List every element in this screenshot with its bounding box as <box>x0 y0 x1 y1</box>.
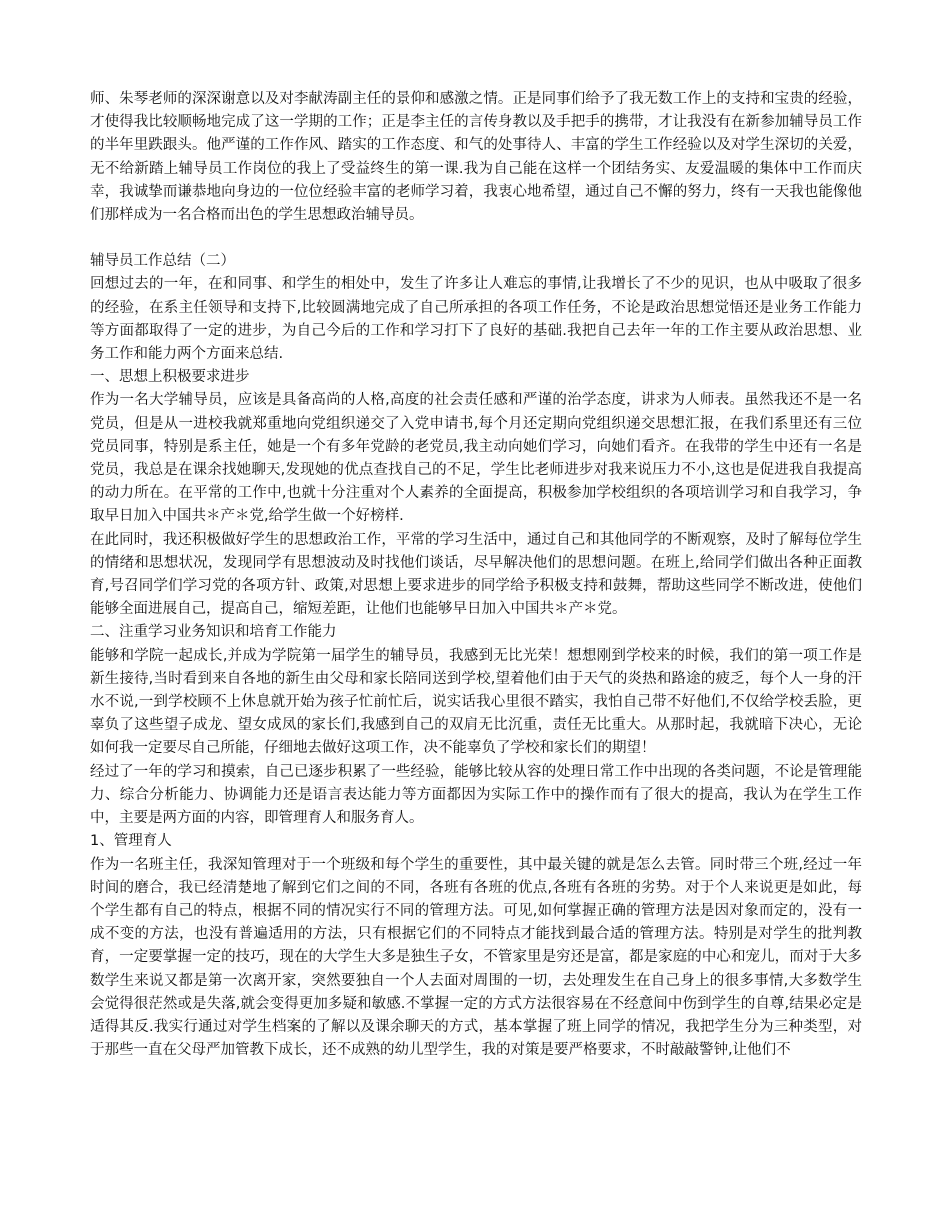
paragraph-spacer <box>90 227 862 250</box>
paragraph-experience: 经过了一年的学习和摸索，自己已逐步积累了一些经验，能够比较从容的处理日常工作中出现的各类问题，不论是管理能力、综合分析能力、协调能力还是语言表达能力等方面都因为实际工作中的操作而有了很大的提高，我认为在学生工作中，主要是两方面的内容，即管理育人和服务育人。 <box>90 763 862 827</box>
heading-management-education: 1、管理育人 <box>90 833 172 850</box>
paragraph-ideological-work: 在此同时，我还积极做好学生的思想政治工作，平常的学习生活中，通过自己和其他同学的不断观察，及时了解每位学生的情绪和思想状况，发现同学有思想波动及时找他们谈话，尽早解决他们的思想问题。在班上,给同学们做出各种正面教育,号召同学们学习党的各项方针、政策,对思想上要求进步的同学给予积极支持和鼓舞，帮助这些同学不断改进，使他们能够全面进展自己，提高自己，缩短差距，让他们也能够早日加入中国共＊产＊党。 <box>90 531 862 618</box>
intro-paragraph: 师、朱琴老师的深深谢意以及对李献涛副主任的景仰和感激之情。正是同事们给予了我无数工作上的支持和宝贵的经验，才使得我比较顺畅地完成了这一学期的工作；正是李主任的言传身教以及手把手的携带，才让我没有在新参加辅导员工作的半年里跌跟头。他严谨的工作作风、踏实的工作态度、和气的处事待人、丰富的学生工作经验以及对学生深切的关爱，无不给新踏上辅导员工作岗位的我上了受益终生的第一课.我为自己能在这样一个团结务实、友爱温暖的集体中工作而庆幸，我诚挚而谦恭地向身边的一位位经验丰富的老师学习着，我衷心地希望，通过自己不懈的努力，终有一天我也能像他们那样成为一名合格而出色的学生思想政治辅导员。 <box>90 91 862 224</box>
heading-work-ability: 二、注重学习业务知识和培育工作能力 <box>90 624 337 641</box>
paragraph-class-management: 作为一名班主任，我深知管理对于一个班级和每个学生的重要性，其中最关键的就是怎么去管。同时带三个班,经过一年时间的磨合，我已经清楚地了解到它们之间的不同，各班有各班的优点,各班有各班的劣势。对于个人来说更是如此，每个学生都有自己的特点，根据不同的情况实行不同的管理方法。可见,如何掌握正确的管理方法是因对象而定的，没有一成不变的方法，也没有普遍适用的方法，只有根据它们的不同特点才能找到最合适的管理方法。特别是对学生的批判教育，一定要掌握一定的技巧，现在的大学生大多是独生子女，不管家里是穷还是富，都是家庭的中心和宠儿，而对于大多数学生来说又都是第一次离开家，突然要独自一个人去面对周围的一切，去处理发生在自己身上的很多事情,大多数学生会觉得很茫然或是失落,就会变得更加多疑和敏感.不掌握一定的方式方法很容易在不经意间中伤到学生的自尊,结果必定是适得其反.我实行通过对学生档案的了解以及课余聊天的方式，基本掌握了班上同学的情况，我把学生分为三种类型，对于那些一直在父母严加管教下成长，还不成熟的幼儿型学生，我的对策是要严格要求，不时敲敲警钟,让他们不 <box>90 856 862 1059</box>
section-intro-paragraph: 回想过去的一年，在和同事、和学生的相处中，发生了许多让人难忘的事情,让我增长了不少的见识，也从中吸取了很多的经验，在系主任领导和支持下,比较圆满地完成了自己所承担的各项工作任务，不论是政治思想觉悟还是业务工作能力等方面都取得了一定的进步，为自己今后的工作和学习打下了良好的基础.我把自己去年一年的工作主要从政治思想、业务工作和能力两个方面来总结. <box>90 276 862 363</box>
paragraph-new-student-reception: 能够和学院一起成长,并成为学院第一届学生的辅导员，我感到无比光荣！想想刚到学校来的时候，我们的第一项工作是新生接待,当时看到来自各地的新生由父母和家长陪同送到学校,望着他们由于天气的炎热和路途的疲乏，每个人一身的汗水不说,一到学校顾不上休息就开始为孩子忙前忙后，说实话我心里很不踏实，我怕自己带不好他们,不仅给学校丢脸，更辜负了这些望子成龙、望女成凤的家长们,我感到自己的双肩无比沉重，责任无比重大。从那时起，我就暗下决心，无论如何我一定要尽自己所能，仔细地去做好这项工作，决不能辜负了学校和家长们的期望！ <box>90 647 862 757</box>
heading-political-progress: 一、思想上积极要求进步 <box>90 369 250 386</box>
section-title: 辅导员工作总结（二） <box>90 253 235 270</box>
paragraph-party-member: 作为一名大学辅导员，应该是具备高尚的人格,高度的社会责任感和严谨的治学态度，讲求为人师表。虽然我还不是一名党员，但是从一进校我就郑重地向党组织递交了入党申请书,每个月还定期向党组织递交思想汇报，在我们系里还有三位党员同事，特别是系主任，她是一个有多年党龄的老党员,我主动向她们学习，向她们看齐。在我带的学生中还有一名是党员，我总是在课余找她聊天,发现她的优点查找自己的不足，学生比老师进步对我来说压力不小,这也是促进我自我提高的动力所在。在平常的工作中,也就十分注重对个人素养的全面提高，积极参加学校组织的各项培训学习和自我学习，争取早日加入中国共＊产＊党,给学生做一个好榜样. <box>90 392 862 525</box>
document-body <box>90 88 862 1062</box>
